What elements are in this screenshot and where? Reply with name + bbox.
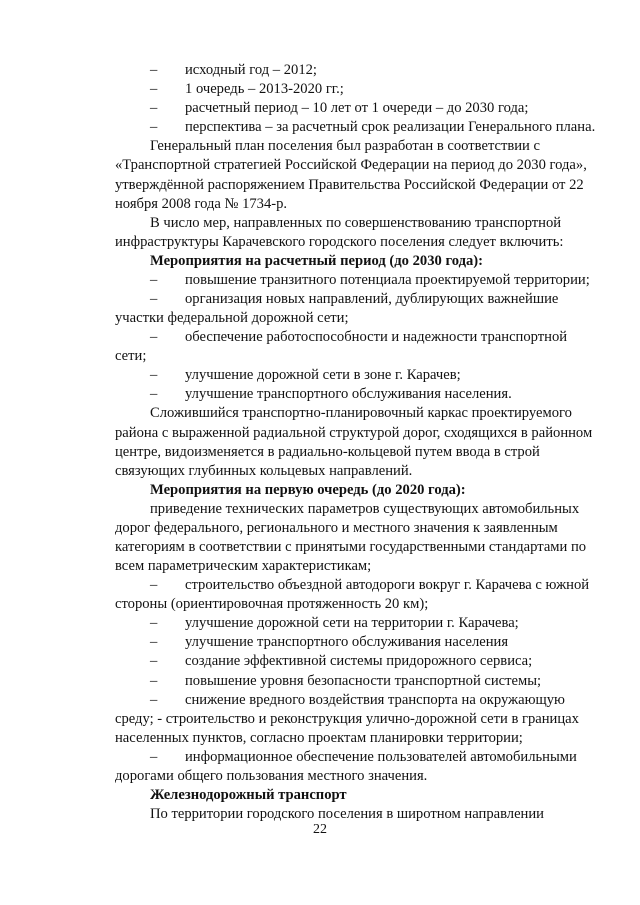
- list-dash: –: [150, 367, 158, 384]
- list-item-first-stage: 1 очередь – 2013-2020 гг.;: [185, 81, 344, 98]
- paragraph-line: В число мер, направленных по совершенствованию транспортной: [150, 214, 562, 231]
- list-item: повышение транзитного потенциала проектируемой территории;: [185, 271, 590, 288]
- list-item: улучшение дорожной сети на территории г. Карачева;: [185, 615, 519, 632]
- page-number: 22: [313, 822, 327, 837]
- paragraph-line: центре, видоизменяется в радиально-кольцевой путем ввода в строй: [115, 443, 540, 460]
- list-item: организация новых направлений, дублирующих важнейшие: [185, 290, 559, 307]
- list-dash: –: [150, 577, 158, 594]
- paragraph-line: ноября 2008 года № 1734-р.: [115, 195, 288, 212]
- list-item-continuation: участки федеральной дорожной сети;: [115, 310, 349, 326]
- paragraph-line: приведение технических параметров существующих автомобильных: [150, 500, 580, 517]
- paragraph-line: категориям в соответствии с принятыми государственными стандартами по: [115, 538, 587, 555]
- list-dash: –: [150, 672, 158, 689]
- list-item: строительство объездной автодороги вокруг г. Карачева с южной: [185, 577, 590, 594]
- list-dash: –: [150, 271, 158, 288]
- list-item-calc-period: расчетный период – 10 лет от 1 очереди – до 2030 года;: [185, 100, 529, 117]
- list-item: создание эффективной системы придорожного сервиса;: [185, 653, 533, 670]
- list-item: улучшение транспортного обслуживания населения: [185, 634, 509, 651]
- section-heading-first-stage: Мероприятия на первую очередь (до 2020 года):: [150, 481, 466, 498]
- list-item-continuation: населенных пунктов, согласно проектам планировки территории;: [115, 729, 523, 746]
- list-item: улучшение дорожной сети в зоне г. Карачев;: [185, 367, 461, 384]
- list-item: повышение уровня безопасности транспортной системы;: [185, 672, 542, 689]
- list-dash: –: [150, 119, 158, 136]
- list-item-continuation: среду; - строительство и реконструкция улично-дорожной сети в границах: [115, 710, 579, 727]
- paragraph-line: Генеральный план поселения был разработан в соответствии с: [150, 138, 540, 155]
- list-item: улучшение транспортного обслуживания населения.: [185, 386, 512, 403]
- paragraph-line: утверждённой распоряжением Правительства Российской Федерации от 22: [115, 176, 584, 193]
- paragraph-line: Сложившийся транспортно-планировочный каркас проектируемого: [150, 405, 572, 422]
- list-item-continuation: стороны (ориентировочная протяженность 20 км);: [115, 596, 429, 613]
- list-dash: –: [150, 62, 158, 78]
- list-dash: –: [150, 329, 158, 346]
- list-dash: –: [150, 634, 158, 651]
- section-heading-railway: Железнодорожный транспорт: [150, 786, 347, 803]
- section-heading-calc-period: Мероприятия на расчетный период (до 2030 года):: [150, 252, 483, 269]
- paragraph-line: дорог федерального, регионального и местного значения к заявленным: [115, 519, 558, 536]
- paragraph-line: инфраструктуры Карачевского городского поселения следует включить:: [115, 233, 564, 250]
- paragraph-line: всем параметрическим характеристикам;: [115, 558, 372, 574]
- list-item-continuation: сети;: [115, 348, 147, 365]
- list-dash: –: [150, 691, 158, 708]
- list-item-perspective: перспектива – за расчетный срок реализации Генерального плана.: [185, 119, 596, 136]
- paragraph-line: района с выраженной радиальной структурой дорог, сходящихся в районном: [115, 424, 593, 441]
- list-dash: –: [150, 100, 158, 117]
- paragraph-line: По территории городского поселения в широтном направлении: [150, 806, 544, 822]
- list-item: информационное обеспечение пользователей автомобильными: [185, 748, 577, 765]
- list-dash: –: [150, 653, 158, 670]
- list-item: обеспечение работоспособности и надежности транспортной: [185, 329, 568, 346]
- list-dash: –: [150, 386, 158, 403]
- list-dash: –: [150, 290, 158, 307]
- list-item-continuation: дорогами общего пользования местного значения.: [115, 767, 428, 784]
- paragraph-line: связующих глубинных кольцевых направлений.: [115, 462, 413, 479]
- list-dash: –: [150, 748, 158, 765]
- list-item-base-year: исходный год – 2012;: [185, 62, 317, 78]
- list-item: снижение вредного воздействия транспорта на окружающую: [185, 691, 565, 708]
- list-dash: –: [150, 615, 158, 632]
- list-dash: –: [150, 81, 158, 98]
- paragraph-line: «Транспортной стратегией Российской Федерации на период до 2030 года»,: [115, 157, 587, 174]
